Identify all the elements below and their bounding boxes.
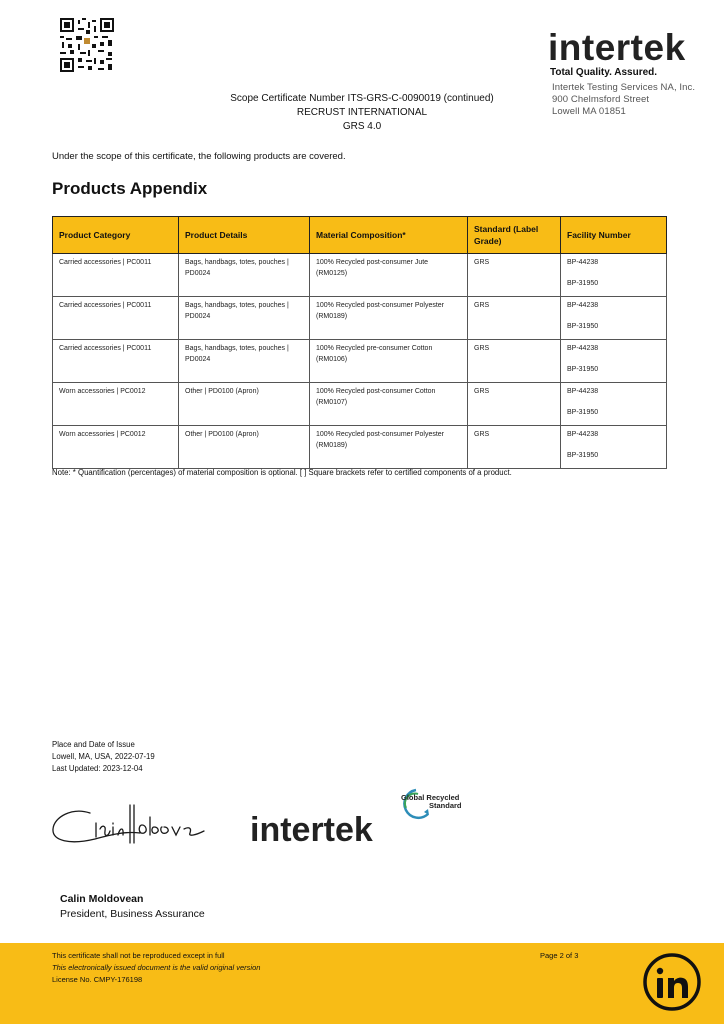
table-header-row: [53, 217, 667, 254]
cell-facility: [561, 254, 667, 297]
header-product-category: Product Category: [53, 217, 179, 254]
facility-number: BP-44238: [567, 388, 599, 395]
footer-original-note: This electronically issued document is the valid original version: [52, 963, 261, 972]
header-material-composition: Material Composition*: [310, 217, 468, 254]
facility-number: BP-44238: [567, 345, 599, 352]
company-name: Intertek Testing Services NA, Inc.: [552, 82, 696, 93]
grs-logo: [398, 786, 478, 822]
cell-details: Bags, handbags, totes, pouches | PD0024: [179, 340, 310, 383]
page-title: Products Appendix: [52, 179, 208, 198]
license-number: License No. CMPY-176198: [52, 975, 143, 984]
certificate-standard: GRS 4.0: [342, 121, 382, 132]
cell-category: Carried accessories | PC0011: [53, 297, 179, 340]
tagline: Total Quality. Assured.: [550, 67, 658, 78]
header-facility-number: Facility Number: [561, 217, 667, 254]
facility-number: BP-31950: [567, 451, 599, 459]
footer: [0, 943, 724, 1024]
svg-text:Global Recycled: Global Recycled: [401, 793, 460, 802]
cell-category: Carried accessories | PC0011: [53, 254, 179, 297]
facility-number: BP-44238: [567, 431, 599, 438]
facility-number: BP-31950: [567, 279, 599, 287]
intertek-logo: [250, 808, 380, 848]
intertek-in-logo: [640, 950, 704, 1014]
issue-label: Place and Date of Issue: [52, 740, 135, 749]
company-city: Lowell MA 01851: [552, 106, 626, 117]
svg-text:Standard: Standard: [429, 801, 462, 810]
cell-standard: GRS: [468, 426, 561, 469]
signature: [50, 797, 210, 857]
table-row: [53, 254, 667, 297]
signer-role: President, Business Assurance: [60, 908, 205, 920]
page-number: Page 2 of 3: [540, 951, 579, 960]
cell-details: Bags, handbags, totes, pouches | PD0024: [179, 297, 310, 340]
cell-facility: [561, 297, 667, 340]
certificate-holder: RECRUST INTERNATIONAL: [296, 107, 428, 118]
header-product-details: Product Details: [179, 217, 310, 254]
cell-composition: 100% Recycled post-consumer Polyester (RM0189): [310, 426, 468, 469]
cell-standard: GRS: [468, 383, 561, 426]
cell-details: Other | PD0100 (Apron): [179, 383, 310, 426]
table-note: Note: * Quantification (percentages) of material composition is optional. [ ] Square brackets refer to certified components of a product.: [52, 468, 512, 477]
table-row: [53, 340, 667, 383]
svg-text:intertek: intertek: [250, 811, 373, 848]
cell-standard: GRS: [468, 297, 561, 340]
intertek-logo: [548, 28, 693, 66]
facility-number: BP-44238: [567, 259, 599, 266]
cell-details: Bags, handbags, totes, pouches | PD0024: [179, 254, 310, 297]
certificate-number: Scope Certificate Number ITS-GRS-C-0090019 (continued): [230, 93, 494, 104]
facility-number: BP-31950: [567, 408, 599, 416]
cell-facility: [561, 340, 667, 383]
signer-name: Calin Moldovean: [60, 893, 144, 905]
last-updated: Last Updated: 2023-12-04: [52, 764, 143, 773]
header-standard: Standard (Label Grade): [468, 217, 561, 254]
facility-number: BP-31950: [567, 322, 599, 330]
scope-intro: Under the scope of this certificate, the following products are covered.: [52, 151, 346, 162]
table-row: [53, 426, 667, 469]
cell-category: Worn accessories | PC0012: [53, 383, 179, 426]
issue-place-date: Lowell, MA, USA, 2022-07-19: [52, 752, 155, 761]
cell-facility: [561, 426, 667, 469]
footer-reproduction-note: This certificate shall not be reproduced except in full: [52, 951, 225, 960]
company-street: 900 Chelmsford Street: [552, 94, 650, 105]
cell-standard: GRS: [468, 254, 561, 297]
cell-category: Worn accessories | PC0012: [53, 426, 179, 469]
svg-text:intertek: intertek: [548, 28, 686, 66]
cell-facility: [561, 383, 667, 426]
table-row: [53, 383, 667, 426]
cell-composition: 100% Recycled post-consumer Cotton (RM0107): [310, 383, 468, 426]
facility-number: BP-44238: [567, 302, 599, 309]
table-row: [53, 297, 667, 340]
cell-composition: 100% Recycled post-consumer Polyester (RM0189): [310, 297, 468, 340]
cell-standard: GRS: [468, 340, 561, 383]
cell-details: Other | PD0100 (Apron): [179, 426, 310, 469]
cell-composition: 100% Recycled post-consumer Jute (RM0125): [310, 254, 468, 297]
products-table: [52, 216, 667, 469]
qr-code: [60, 18, 114, 72]
cell-category: Carried accessories | PC0011: [53, 340, 179, 383]
facility-number: BP-31950: [567, 365, 599, 373]
cell-composition: 100% Recycled pre-consumer Cotton (RM0106): [310, 340, 468, 383]
